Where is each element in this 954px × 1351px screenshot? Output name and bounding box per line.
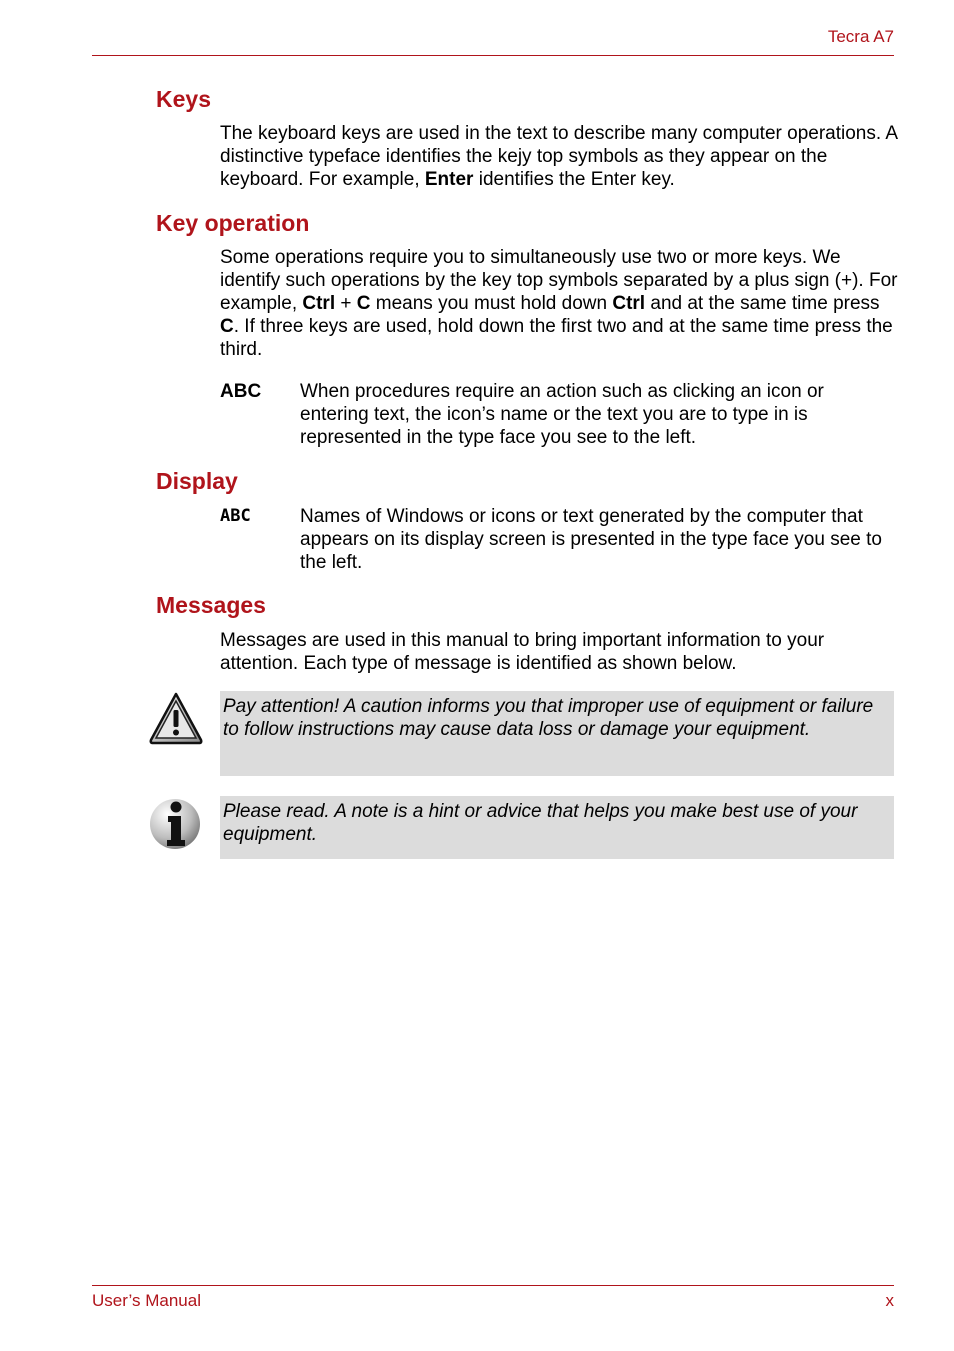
caution-message-box	[220, 691, 894, 776]
info-icon	[148, 796, 204, 852]
term-abc-bold: ABC	[220, 381, 262, 402]
heading-messages: Messages	[156, 592, 266, 618]
footer-rule	[92, 1285, 894, 1286]
term-abc-bold-description: When procedures require an action such as clicking an icon or entering text, the icon’s name or the text you are to type in is represented in the type face you see to the left.	[300, 381, 824, 448]
caution-text: Pay attention! A caution informs you that improper use of equipment or failure to follow instructions may cause data loss or damage your equipment.	[223, 696, 874, 740]
keys-paragraph: The keyboard keys are used in the text to describe many computer operations. A distinctive typeface identifies the kejy top symbols as they appear on the keyboard. For example, Enter identifies the Enter key.	[220, 123, 897, 190]
term-abc-mono-description: Names of Windows or icons or text generated by the computer that appears on its display screen is presented in the type face you see to the left.	[300, 506, 882, 573]
note-text: Please read. A note is a hint or advice that helps you make best use of your equipment.	[223, 801, 858, 845]
messages-paragraph: Messages are used in this manual to bring important information to your attention. Each type of message is identified as shown below.	[220, 630, 825, 674]
caution-triangle-icon	[148, 690, 204, 746]
heading-keys: Keys	[156, 86, 211, 112]
heading-key-operation: Key operation	[156, 210, 310, 236]
key-operation-paragraph: Some operations require you to simultaneously use two or more keys. We identify such operations by the key top symbols separated by a plus sign (+). For example, Ctrl + C means you must hold down Ctrl and at the same time press C. If three keys are used, hold down the first two and at the same time press the third.	[220, 247, 898, 360]
footer-page-number: x	[885, 1291, 894, 1310]
note-message-box	[220, 796, 894, 859]
header-title: Tecra A7	[827, 27, 894, 46]
heading-display: Display	[156, 468, 238, 494]
term-abc-mono: ABC	[220, 506, 251, 526]
footer-manual-title: User’s Manual	[92, 1291, 201, 1310]
header-rule	[92, 55, 894, 56]
